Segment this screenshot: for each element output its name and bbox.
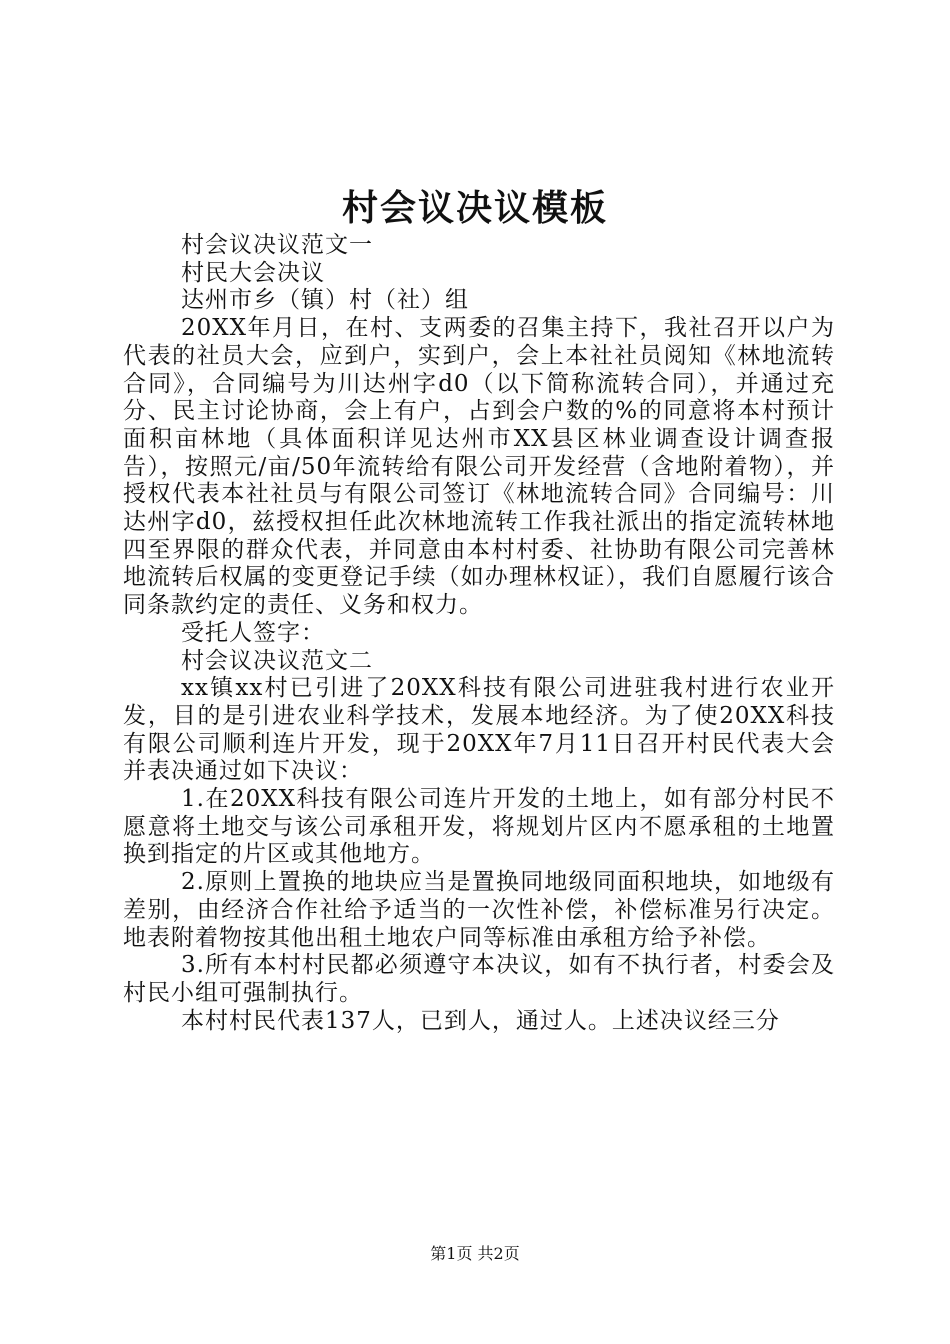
paragraph-intro: xx镇xx村已引进了20XX科技有限公司进驻我村进行农业开发，目的是引进农业科学技术，发展本地经济。为了使20XX科技有限公司顺利连片开发，现于20XX年7月11日召开村民代表大会并表决通过如下决议： — [123, 675, 835, 785]
paragraph-heading-assembly: 村民大会决议 — [181, 259, 325, 286]
paragraph-heading-sample-one: 村会议决议范文一 — [181, 232, 373, 258]
document-title: 村会议决议模板 — [341, 188, 608, 229]
paragraph-signature-line: 受托人签字： — [181, 619, 325, 646]
paragraph-resolution-body: 20XX年月日，在村、支两委的召集主持下，我社召开以户为代表的社员大会，应到户，实到户，会上本社社员阅知《林地流转合同》，合同编号为川达州字d0（以下简称流转合同），并通过充分、民主讨论协商，会上有户，占到会户数的%的同意将本村预计面积亩林地（具体面积详见达州市XX县区林业调查设计调查报告），按照元/亩/50年流转给有限公司开发经营（含地附着物），并授权代表本社社员与有限公司签订《林地流转合同》合同编号：川达州字d0，兹授权担任此次林地流转工作我社派出的指定流转林地四至界限的群众代表，并同意由本村村委、社协助有限公司完善林地流转后权属的变更登记手续（如办理林权证），我们自愿履行该合同条款约定的责任、义务和权力。 — [123, 315, 835, 619]
paragraph-item-2: 2.原则上置换的地块应当是置换同地级同面积地块，如地级有差别，由经济合作社给予适当的一次性补偿，补偿标准另行决定。地表附着物按其他出租土地农户同等标准由承租方给予补偿。 — [123, 869, 835, 951]
paragraph-heading-sample-two: 村会议决议范文二 — [181, 647, 373, 674]
paragraph-vote-summary: 本村村民代表137人，已到人，通过人。上述决议经三分 — [181, 1007, 780, 1034]
document-body — [123, 232, 835, 1035]
paragraph-item-3: 3.所有本村村民都必须遵守本决议，如有不执行者，村委会及村民小组可强制执行。 — [123, 952, 835, 1006]
paragraph-location: 达州市乡（镇）村（社）组 — [181, 287, 469, 314]
paragraph-item-1: 1.在20XX科技有限公司连片开发的土地上，如有部分村民不愿意将土地交与该公司承租开发，将规划片区内不愿承租的土地置换到指定的片区或其他地方。 — [123, 786, 835, 868]
page-number-footer: 第1页 共2页 — [430, 1244, 520, 1263]
